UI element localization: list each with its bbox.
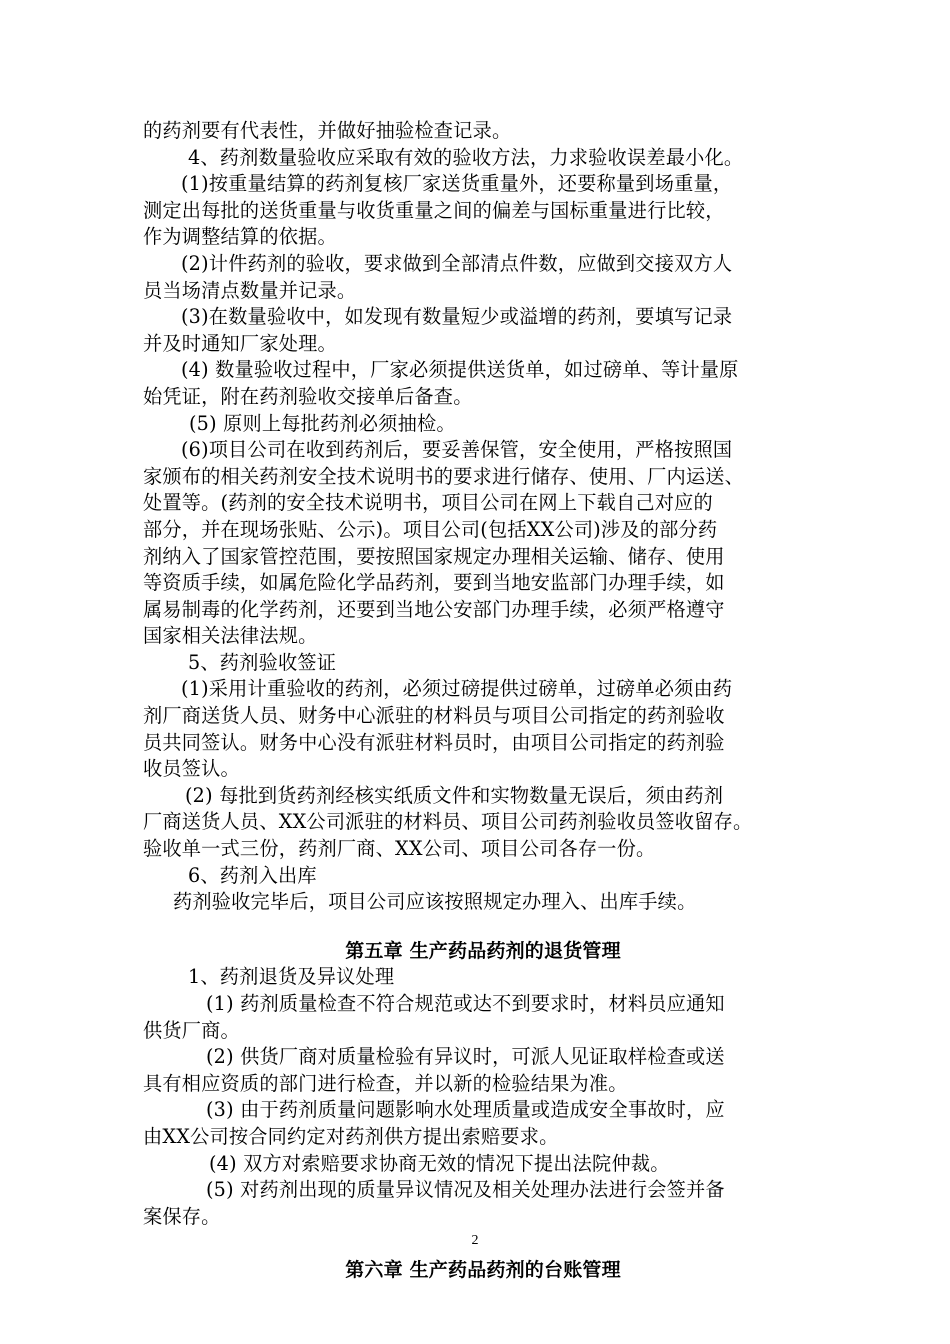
body-line: 案保存。: [143, 1204, 221, 1228]
body-line: 的药剂要有代表性，并做好抽验检查记录。: [143, 119, 512, 142]
body-line: 员当场清点数量并记录。: [143, 278, 357, 302]
body-line: 由XX公司按合同约定对药剂供方提出索赔要求。: [143, 1124, 559, 1148]
body-line: 属易制毒的化学药剂，还要到当地公安部门办理手续，必须严格遵守: [143, 597, 725, 621]
body-line: 药剂验收完毕后，项目公司应该按照规定办理入、出库手续。: [173, 890, 697, 914]
body-line: 具有相应资质的部门进行检查，并以新的检验结果为准。: [143, 1071, 628, 1095]
body-line: (3)在数量验收中，如发现有数量短少或溢增的药剂，要填写记录: [181, 305, 733, 329]
body-line: 部分，并在现场张贴、公示)。项目公司(包括XX公司)涉及的部分药: [143, 517, 718, 541]
body-line: (6)项目公司在收到药剂后，要妥善保管，安全使用，严格按照国: [181, 438, 733, 462]
body-line: (2) 每批到货药剂经核实纸质文件和实物数量无误后，须由药剂: [185, 783, 724, 807]
body-line: 验收单一式三份，药剂厂商、XX公司、项目公司各存一份。: [143, 837, 656, 861]
body-line: 供货厂商。: [143, 1018, 240, 1042]
body-line: (2)计件药剂的验收，要求做到全部清点件数，应做到交接双方人: [181, 251, 733, 275]
body-line: 厂商送货人员、XX公司派驻的材料员、项目公司药剂验收员签收留存。: [143, 810, 753, 834]
body-line: 始凭证，附在药剂验收交接单后备查。: [143, 384, 473, 408]
body-line: 测定出每批的送货重量与收货重量之间的偏差与国标重量进行比较，: [143, 198, 725, 222]
chapter-heading: 第五章 生产药品药剂的退货管理: [345, 939, 621, 962]
body-line: 剂纳入了国家管控范围，要按照国家规定办理相关运输、储存、使用: [143, 544, 725, 568]
chapter-heading: 第六章 生产药品药剂的台账管理: [345, 1259, 621, 1282]
body-line: 等资质手续，如属危险化学品药剂，要到当地安监部门办理手续，如: [143, 571, 725, 595]
body-line: 5、药剂验收签证: [188, 650, 337, 674]
body-line: 员共同签认。财务中心没有派驻材料员时，由项目公司指定的药剂验: [143, 730, 725, 754]
body-line: (4) 双方对索赔要求协商无效的情况下提出法院仲裁。: [209, 1151, 670, 1175]
body-line: (5) 对药剂出现的质量异议情况及相关处理办法进行会签并备: [206, 1178, 725, 1202]
body-line: (3) 由于药剂质量问题影响水处理质量或造成安全事故时，应: [206, 1098, 725, 1122]
body-line: 家颁布的相关药剂安全技术说明书的要求进行储存、使用、厂内运送、: [143, 464, 745, 488]
body-line: (1)按重量结算的药剂复核厂家送货重量外，还要称量到场重量，: [181, 172, 733, 196]
body-line: 1、药剂退货及异议处理: [188, 965, 395, 989]
body-line: 4、药剂数量验收应采取有效的验收方法，力求验收误差最小化。: [188, 145, 744, 169]
page-number: 2: [471, 1233, 479, 1248]
body-line: 剂厂商送货人员、财务中心派驻的材料员与项目公司指定的药剂验收: [143, 704, 725, 728]
body-line: 收员签认。: [143, 757, 240, 781]
body-line: 国家相关法律法规。: [143, 624, 318, 648]
body-line: 处置等。(药剂的安全技术说明书，项目公司在网上下载自己对应的: [143, 491, 713, 515]
body-line: (5) 原则上每批药剂必须抽检。: [189, 411, 456, 435]
body-line: 6、药剂入出库: [188, 863, 317, 887]
body-line: (1) 药剂质量检查不符合规范或达不到要求时，材料员应通知: [206, 992, 725, 1015]
document-body: [143, 118, 823, 1284]
body-line: (4) 数量验收过程中，厂家必须提供送货单，如过磅单、等计量原: [181, 358, 739, 382]
body-line: 作为调整结算的依据。: [143, 225, 337, 249]
body-line: (2) 供货厂商对质量检验有异议时，可派人见证取样检查或送: [206, 1045, 725, 1069]
body-line: (1)采用计重验收的药剂，必须过磅提供过磅单，过磅单必须由药: [181, 677, 733, 701]
body-line: 并及时通知厂家处理。: [143, 331, 337, 355]
